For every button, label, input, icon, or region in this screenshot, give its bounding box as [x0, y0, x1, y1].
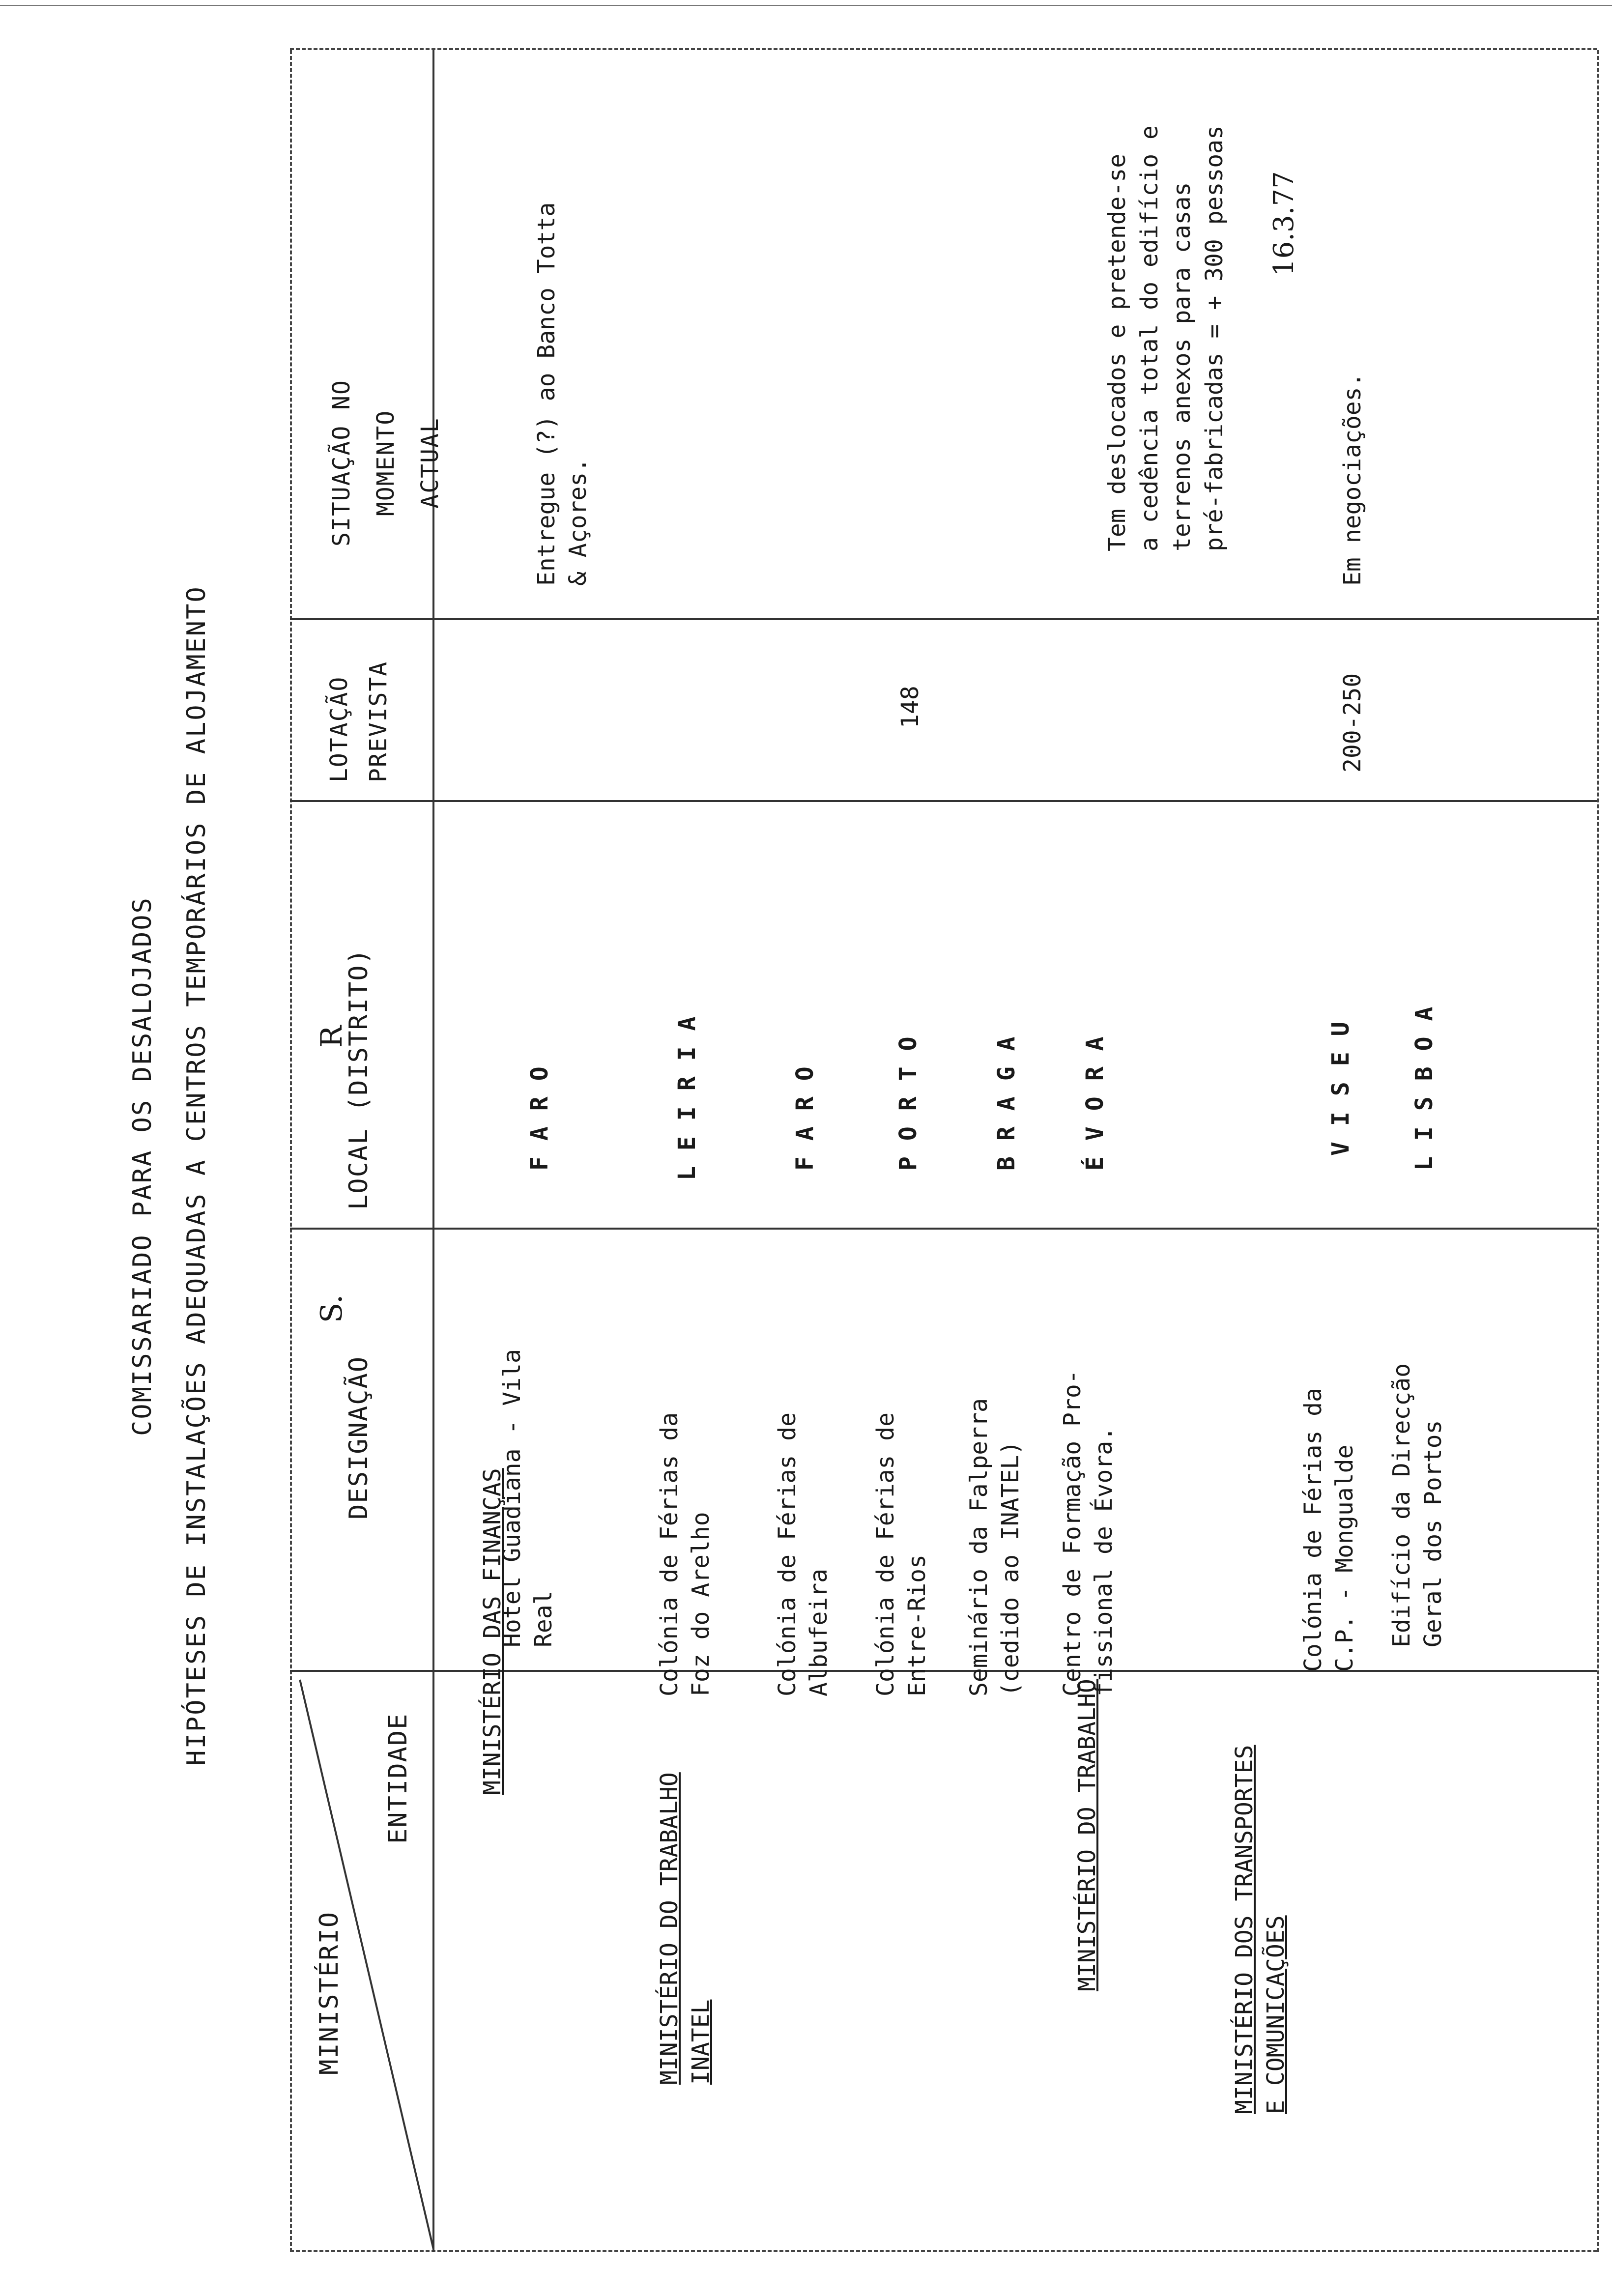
header-situation: SITUAÇÃO NO MOMENTO ACTUAL: [328, 379, 444, 546]
column-separator-3: [290, 800, 1597, 802]
table-border-right: [290, 48, 1597, 50]
ministry-financas: MINISTÉRIO DAS FINANÇAS: [479, 1468, 506, 1795]
ministry-trabalho-inatel: MINISTÉRIO DO TRABALHO INATEL: [656, 1772, 715, 2085]
row-4-designation: Colónia de Férias de Entre-Rios: [872, 1412, 931, 1696]
row-6-designation: Centro de Formação Pro- fissional de Évora.: [1059, 1370, 1118, 1696]
table-border-bottom: [1597, 50, 1599, 2252]
document-date: 16.3.77: [1268, 171, 1300, 276]
row-1-designation: Hotel Guadiana - Vila Real: [498, 1349, 557, 1647]
table-border-left: [290, 2250, 1597, 2252]
header-local: LOCAL (DISTRITO): [344, 948, 374, 1210]
row-7-designation: Colónia de Férias da C.P. - Mongualde: [1299, 1388, 1358, 1672]
header-capacity: LOTAÇÃO PREVISTA: [325, 660, 392, 782]
row-4-local: PORTO: [894, 1021, 922, 1171]
row-1-local: FARO: [526, 1051, 553, 1171]
row-4-capacity: 148: [896, 686, 924, 728]
column-separator-4: [290, 618, 1597, 620]
row-5-local: BRAGA: [993, 1021, 1020, 1171]
document-title: COMISSARIADO PARA OS DESALOJADOS: [128, 896, 157, 1436]
row-5-designation: Seminário da Falperra (cedido ao INATEL): [965, 1398, 1024, 1696]
header-mark-left: S.: [315, 1294, 349, 1323]
header-mark-right: R: [315, 1025, 349, 1048]
row-6-situation: Tem deslocados e pretende-se a cedência total do edifício e terrenos anexos para casas pré-fabricadas = + 300 pessoas: [1103, 125, 1228, 551]
row-3-designation: Colónia de Férias de Albufeira: [774, 1412, 833, 1696]
row-8-designation: Edifício da Direcção Geral dos Portos: [1388, 1363, 1447, 1647]
header-entity: ENTIDADE: [383, 1713, 413, 1844]
row-7-local: VISEU: [1327, 1006, 1354, 1156]
row-7-capacity: 200-250: [1339, 673, 1366, 773]
row-1-situation: Entregue (?) ao Banco Totta & Açores.: [533, 202, 592, 586]
row-2-local: LEIRIA: [673, 1001, 701, 1180]
document-subtitle: HIPÓTESES DE INSTALAÇÕES ADEQUADAS A CENTROS TEMPORÁRIOS DE ALOJAMENTO: [182, 585, 211, 1766]
ministry-trabalho: MINISTÉRIO DO TRABALHO: [1073, 1679, 1101, 1991]
row-7-situation: Em negociações.: [1339, 373, 1366, 586]
row-2-designation: Colónia de Férias da Foz do Arelho: [656, 1412, 715, 1696]
ministry-transportes: MINISTÉRIO DOS TRANSPORTES E COMUNICAÇÕES: [1231, 1745, 1290, 2114]
header-designation: DESIGNAÇÃO: [344, 1355, 374, 1520]
header-ministry: MINISTÉRIO: [315, 1911, 344, 2075]
row-6-local: ÉVORA: [1081, 1021, 1109, 1171]
column-separator-2: [290, 1228, 1597, 1230]
row-8-local: LISBOA: [1410, 991, 1438, 1171]
row-3-local: FARO: [791, 1051, 819, 1171]
table-border-top: [290, 50, 292, 2252]
